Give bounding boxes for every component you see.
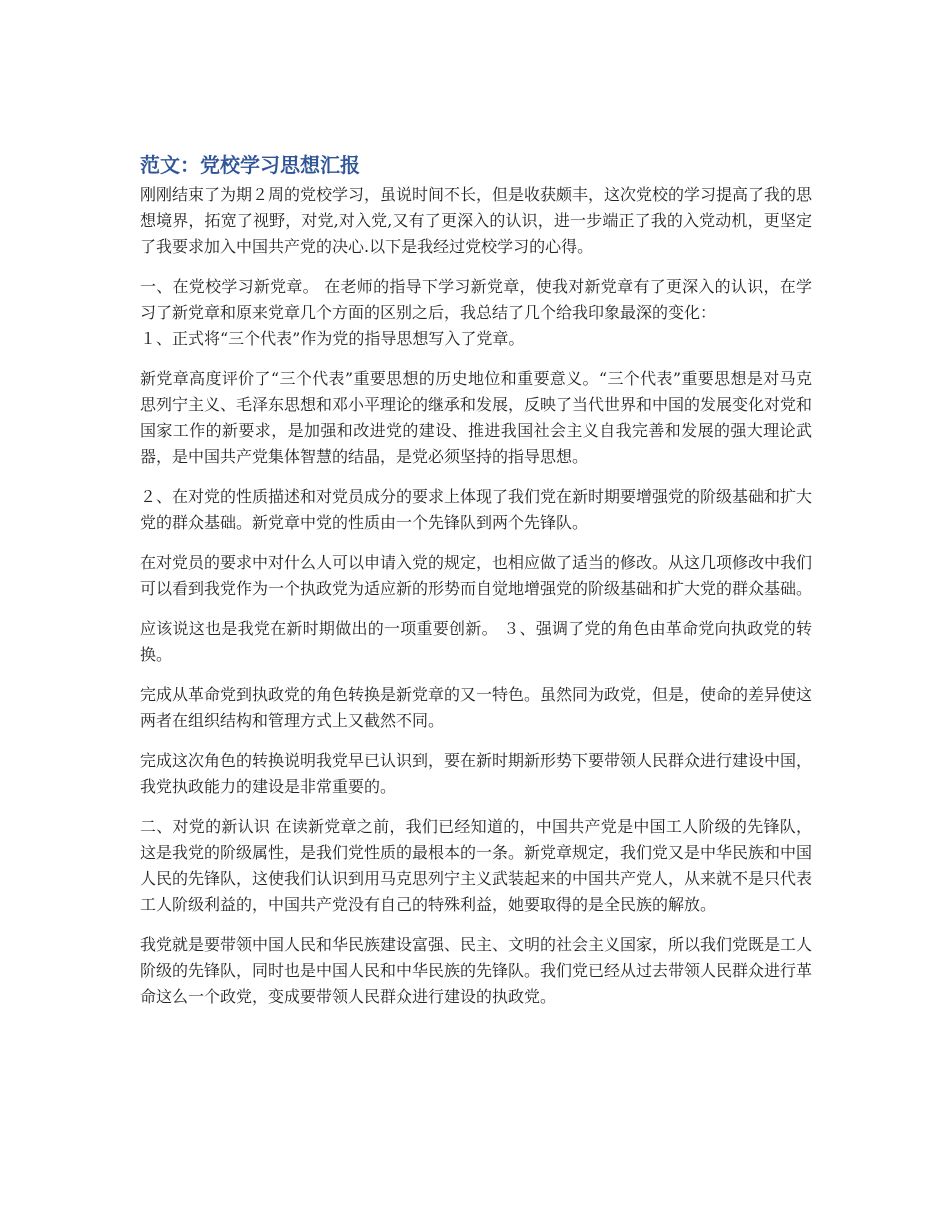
paragraph-point-three: 应该说这也是我党在新时期做出的一项重要创新。 ３、强调了党的角色由革命党向执政党的转换。	[140, 619, 812, 664]
paragraph-three-represents: 新党章高度评价了“三个代表”重要思想的历史地位和重要意义。“三个代表”重要思想是对马克思列宁主义、毛泽东思想和邓小平理论的继承和发展，反映了当代世界和中国的发展变化对党和国家工作的新要求，是加强和改进党的建设、推进我国社会主义自我完善和发展的强大理论武器，是中国共产党集体智慧的结晶，是党必须坚持的指导思想。	[140, 369, 813, 466]
paragraph-role-transition: 完成从革命党到执政党的角色转换是新党章的又一特色。虽然同为政党，但是，使命的差异使这两者在组织结构和管理方式上又截然不同。	[140, 685, 813, 730]
document-title: 范文：党校学习思想汇报	[140, 153, 360, 177]
paragraph-section-one: 一、在党校学习新党章。 在老师的指导下学习新党章，使我对新党章有了更深入的认识，在学习了新党章和原来党章几个方面的区别之后，我总结了几个给我印象最深的变化：	[140, 277, 812, 322]
paragraph-point-one: １、正式将“三个代表”作为党的指导思想写入了党章。	[140, 329, 525, 348]
paragraph-governing-capacity: 完成这次角色的转换说明我党早已认识到，要在新时期新形势下要带领人民群众进行建设中国，我党执政能力的建设是非常重要的。	[140, 751, 813, 796]
paragraph-intro: 刚刚结束了为期２周的党校学习，虽说时间不长，但是收获颇丰，这次党校的学习提高了我的思想境界，拓宽了视野，对党,对入党,又有了更深入的认识，进一步端正了我的入党动机，更坚定了我要求加入中国共产党的决心.以下是我经过党校学习的心得。	[140, 185, 813, 256]
paragraph-conclusion: 我党就是要带领中国人民和华民族建设富强、民主、文明的社会主义国家，所以我们党既是工人阶级的先锋队，同时也是中国人民和中华民族的先锋队。我们党已经从过去带领人民群众进行革命这么一个政党，变成要带领人民群众进行建设的执政党。	[140, 935, 813, 1006]
paragraph-section-two: 二、对党的新认识 在读新党章之前，我们已经知道的，中国共产党是中国工人阶级的先锋队，这是我党的阶级属性，是我们党性质的最根本的一条。新党章规定，我们党又是中华民族和中国人民的先锋队，这使我们认识到用马克思列宁主义武装起来的中国共产党人，从来就不是只代表工人阶级利益的，中国共产党没有自己的特殊利益，她要取得的是全民族的解放。	[140, 817, 813, 914]
document-page	[140, 150, 812, 1024]
paragraph-point-two: ２、在对党的性质描述和对党员成分的要求上体现了我们党在新时期要增强党的阶级基础和扩大党的群众基础。新党章中党的性质由一个先锋队到两个先锋队。	[140, 487, 813, 532]
paragraph-member-requirements: 在对党员的要求中对什么人可以申请入党的规定，也相应做了适当的修改。从这几项修改中我们可以看到我党作为一个执政党为适应新的形势而自觉地增强党的阶级基础和扩大党的群众基础。	[140, 553, 813, 598]
